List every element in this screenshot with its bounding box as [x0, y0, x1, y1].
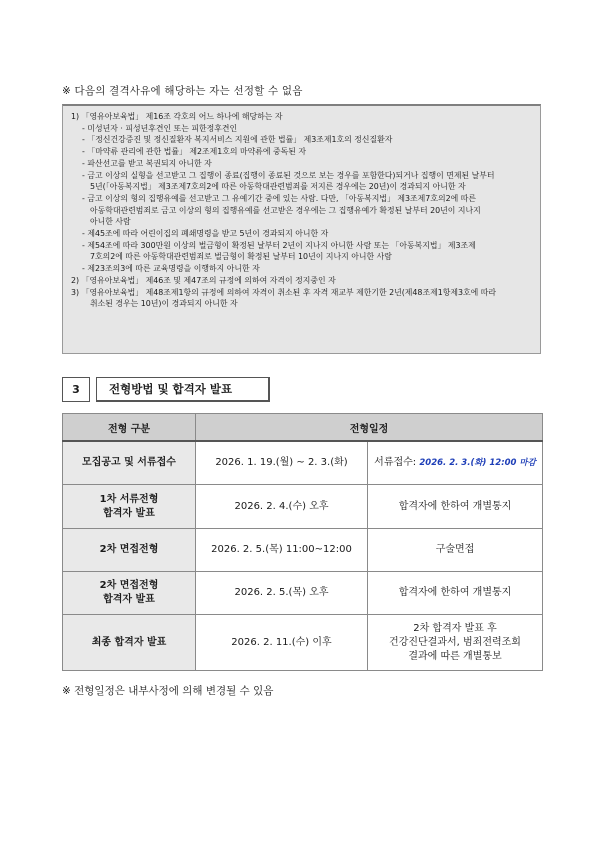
stage-label: 최종 합격자 발표: [91, 636, 167, 648]
stage-label: 합격자 발표: [103, 594, 155, 605]
notice-line: 7호의2에 따른 아동학대관련범죄로 벌금형이 확정된 날부터 10년이 지나지 아니한 사람: [90, 252, 392, 262]
note-line: 합격자에 한하여 개별통지: [398, 500, 512, 512]
date-cell: 2026. 2. 5.(목) 오후: [196, 572, 368, 615]
stage-cell: [63, 572, 196, 615]
notice-line: - 제45조에 따라 어린이집의 폐쇄명령을 받고 5년이 경과되지 아니한 자: [82, 229, 329, 239]
date-cell: 2026. 1. 19.(월) ~ 2. 3.(화): [196, 441, 368, 485]
notice-line: 아니한 사람: [90, 217, 131, 227]
note-line: 2차 합격자 발표 후: [413, 622, 497, 634]
notice-line: 1) 「영유아보육법」 제16조 각호의 어느 하나에 해당하는 자: [71, 112, 283, 121]
stage-label: 합격자 발표: [103, 507, 155, 519]
note-line: [372, 456, 538, 470]
notice-line: - 제54조에 따라 300만원 이상의 벌금형이 확정된 날부터 2년이 지나지 아니한 사람 또는 「아동복지법」 제3조제: [82, 240, 476, 250]
note-cell: [368, 485, 543, 529]
table-header-row: [63, 414, 543, 442]
section-header: [62, 377, 270, 402]
notice-line: - 파산선고를 받고 복권되지 아니한 자: [82, 158, 212, 168]
note-cell: [368, 615, 543, 671]
disqualification-box: [62, 104, 541, 354]
notice-line: 3) 「영유아보육법」 제48조제1항의 규정에 의하여 자격이 취소된 후 자격 재교부 제한기한 2년(제48조제1항제3호에 따라: [71, 287, 496, 297]
stage-label: 2차 면접전형: [99, 580, 159, 591]
section-title: 전형방법 및 합격자 발표: [96, 377, 270, 402]
stage-cell: [63, 615, 196, 671]
footnote: ※ 전형일정은 내부사정에 의해 변경될 수 있음: [62, 685, 274, 697]
note-cell: [368, 529, 543, 572]
stage-label: 모집공고 및 서류접수: [82, 457, 176, 468]
header-schedule: 전형일정: [196, 414, 543, 442]
stage-label: 1차 서류전형: [99, 493, 159, 505]
note-cell: [368, 572, 543, 615]
notice-line: - 「정신건강증진 및 정신질환자 복지서비스 지원에 관한 법률」 제3조제1호의 정신질환자: [82, 135, 393, 145]
deadline-highlight: 2026. 2. 3.(화) 12:00 마감: [419, 458, 536, 468]
stage-cell: [63, 485, 196, 529]
note-line: 합격자에 한하여 개별통지: [398, 587, 512, 598]
stage-cell: [63, 529, 196, 572]
notice-line: - 금고 이상의 실형을 선고받고 그 집행이 종료(집행이 종료된 것으로 보는 경우를 포함한다)되거나 집행이 면제된 날부터: [82, 170, 495, 180]
notice-line: 취소된 경우는 10년)이 경과되지 아니한 자: [90, 299, 238, 309]
notice-line: 5년(「아동복지법」 제3조제7호의2에 따른 아동학대관련범죄를 저지른 경우에는 20년)이 경과되지 아니한 자: [90, 182, 466, 192]
date-cell: 2026. 2. 4.(수) 오후: [196, 485, 368, 529]
notice-line: - 「마약류 관리에 관한 법률」 제2조제1호의 마약류에 중독된 자: [82, 147, 307, 157]
notice-line: 아동학대관련범죄로 금고 이상의 형의 집행유예를 선고받은 경우에는 그 집행유예가 확정된 날부터 20년이 지나지: [90, 205, 481, 215]
note-prefix: 서류접수:: [374, 457, 420, 468]
date-cell: 2026. 2. 11.(수) 이후: [196, 615, 368, 671]
table-row: [63, 441, 543, 485]
note-line: 결과에 따른 개별통보: [408, 650, 502, 662]
note-line: 구술면접: [435, 544, 475, 555]
note-cell: [368, 441, 543, 485]
table-row: [63, 572, 543, 615]
schedule-table: [62, 413, 543, 671]
section-number: 3: [62, 377, 90, 402]
table-row: [63, 529, 543, 572]
stage-label: 2차 면접전형: [99, 544, 159, 555]
notice-line: - 금고 이상의 형의 집행유예를 선고받고 그 유예기간 중에 있는 사람. 다만, 「아동복지법」 제3조제7호의2에 따른: [82, 193, 476, 203]
date-cell: 2026. 2. 5.(목) 11:00~12:00: [196, 529, 368, 572]
table-row: [63, 485, 543, 529]
note-line: 건강진단결과서, 범죄전력조회: [389, 636, 521, 648]
notice-line: 2) 「영유아보육법」 제46조 및 제47조의 규정에 의하여 자격이 정지중인 자: [71, 275, 336, 285]
notice-line: - 미성년자 · 피성년후견인 또는 피한정후견인: [82, 123, 238, 133]
header-stage: 전형 구분: [63, 414, 196, 442]
notice-line: - 제23조의3에 따른 교육명령을 이행하지 아니한 자: [82, 264, 260, 274]
disqualification-heading: ※ 다음의 결격사유에 해당하는 자는 선정할 수 없음: [62, 85, 303, 97]
table-row: [63, 615, 543, 671]
stage-cell: [63, 441, 196, 485]
